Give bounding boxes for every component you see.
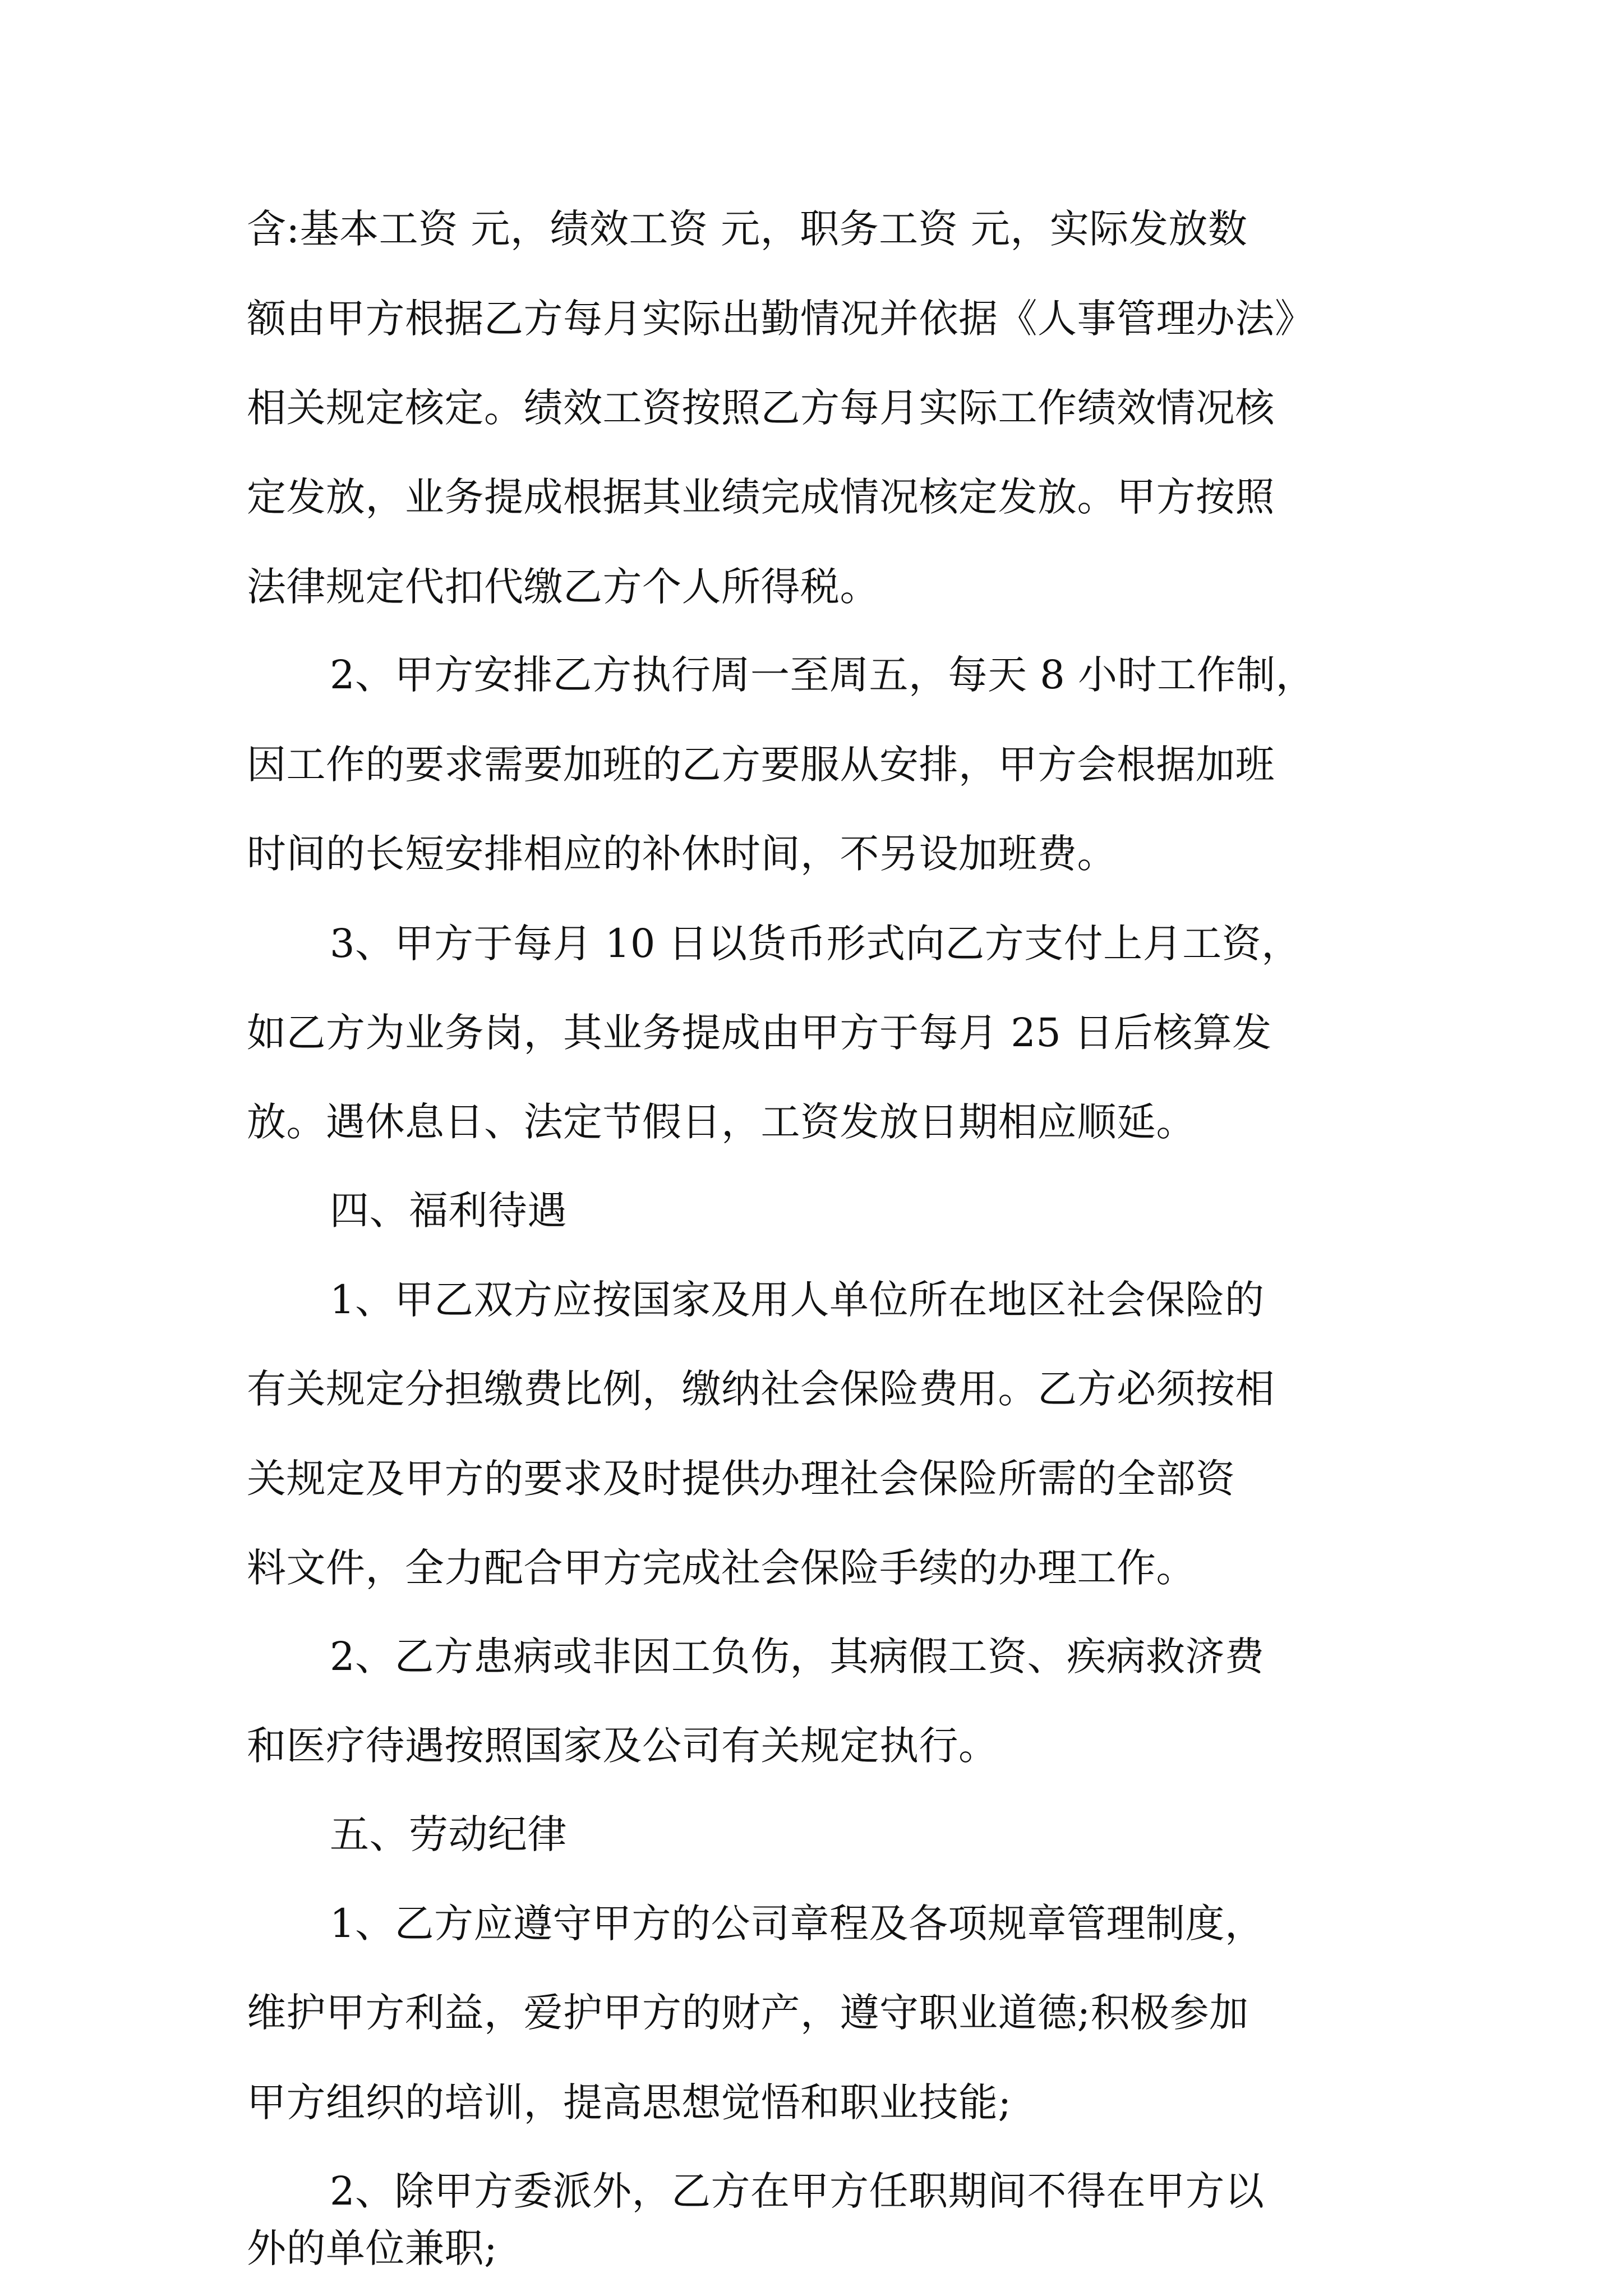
clause-3-2-line-1: 2、甲方安排乙方执行周一至周五，每天 8 小时工作制， [330, 652, 1316, 698]
clause-5-1-line-3: 甲方组织的培训，提高思想觉悟和职业技能; [247, 2079, 1012, 2125]
section-heading-labor-discipline: 五、劳动纪律 [330, 1811, 567, 1857]
section-heading-welfare: 四、福利待遇 [330, 1188, 567, 1234]
clause-3-3-line-3: 放。遇休息日、法定节假日，工资发放日期相应顺延。 [247, 1099, 1196, 1145]
clause-5-2-line-2: 外的单位兼职; [247, 2225, 498, 2271]
clause-5-2-line-1: 2、除甲方委派外，乙方在甲方任职期间不得在甲方以 [330, 2168, 1265, 2214]
clause-4-1-line-3: 关规定及甲方的要求及时提供办理社会保险所需的全部资 [247, 1456, 1235, 1502]
clause-4-2-line-1: 2、乙方患病或非因工负伤，其病假工资、疾病救济费 [330, 1634, 1265, 1680]
body-line-1: 含:基本工资 元，绩效工资 元，职务工资 元，实际发放数 [247, 206, 1248, 252]
clause-3-3-line-2: 如乙方为业务岗，其业务提成由甲方于每月 25 日后核算发 [247, 1010, 1272, 1056]
body-line-2: 额由甲方根据乙方每月实际出勤情况并依据《人事管理办法》 [247, 296, 1315, 342]
clause-3-2-line-3: 时间的长短安排相应的补休时间，不另设加班费。 [247, 831, 1117, 877]
clause-4-2-line-2: 和医疗待遇按照国家及公司有关规定执行。 [247, 1723, 998, 1769]
clause-5-1-line-2: 维护甲方利益，爱护甲方的财产，遵守职业道德;积极参加 [247, 1990, 1249, 2036]
clause-3-2-line-2: 因工作的要求需要加班的乙方要服从安排，甲方会根据加班 [247, 742, 1275, 788]
body-line-4: 定发放，业务提成根据其业绩完成情况核定发放。甲方按照 [247, 474, 1275, 520]
body-line-3: 相关规定核定。绩效工资按照乙方每月实际工作绩效情况核 [247, 385, 1275, 431]
clause-4-1-line-2: 有关规定分担缴费比例，缴纳社会保险费用。乙方必须按相 [247, 1366, 1275, 1412]
clause-4-1-line-1: 1、甲乙双方应按国家及用人单位所在地区社会保险的 [330, 1277, 1265, 1323]
clause-3-3-line-1: 3、甲方于每月 10 日以货币形式向乙方支付上月工资， [330, 921, 1301, 967]
clause-4-1-line-4: 料文件，全力配合甲方完成社会保险手续的办理工作。 [247, 1545, 1196, 1591]
body-line-5: 法律规定代扣代缴乙方个人所得税。 [247, 564, 879, 610]
clause-5-1-line-1: 1、乙方应遵守甲方的公司章程及各项规章管理制度， [330, 1901, 1265, 1947]
